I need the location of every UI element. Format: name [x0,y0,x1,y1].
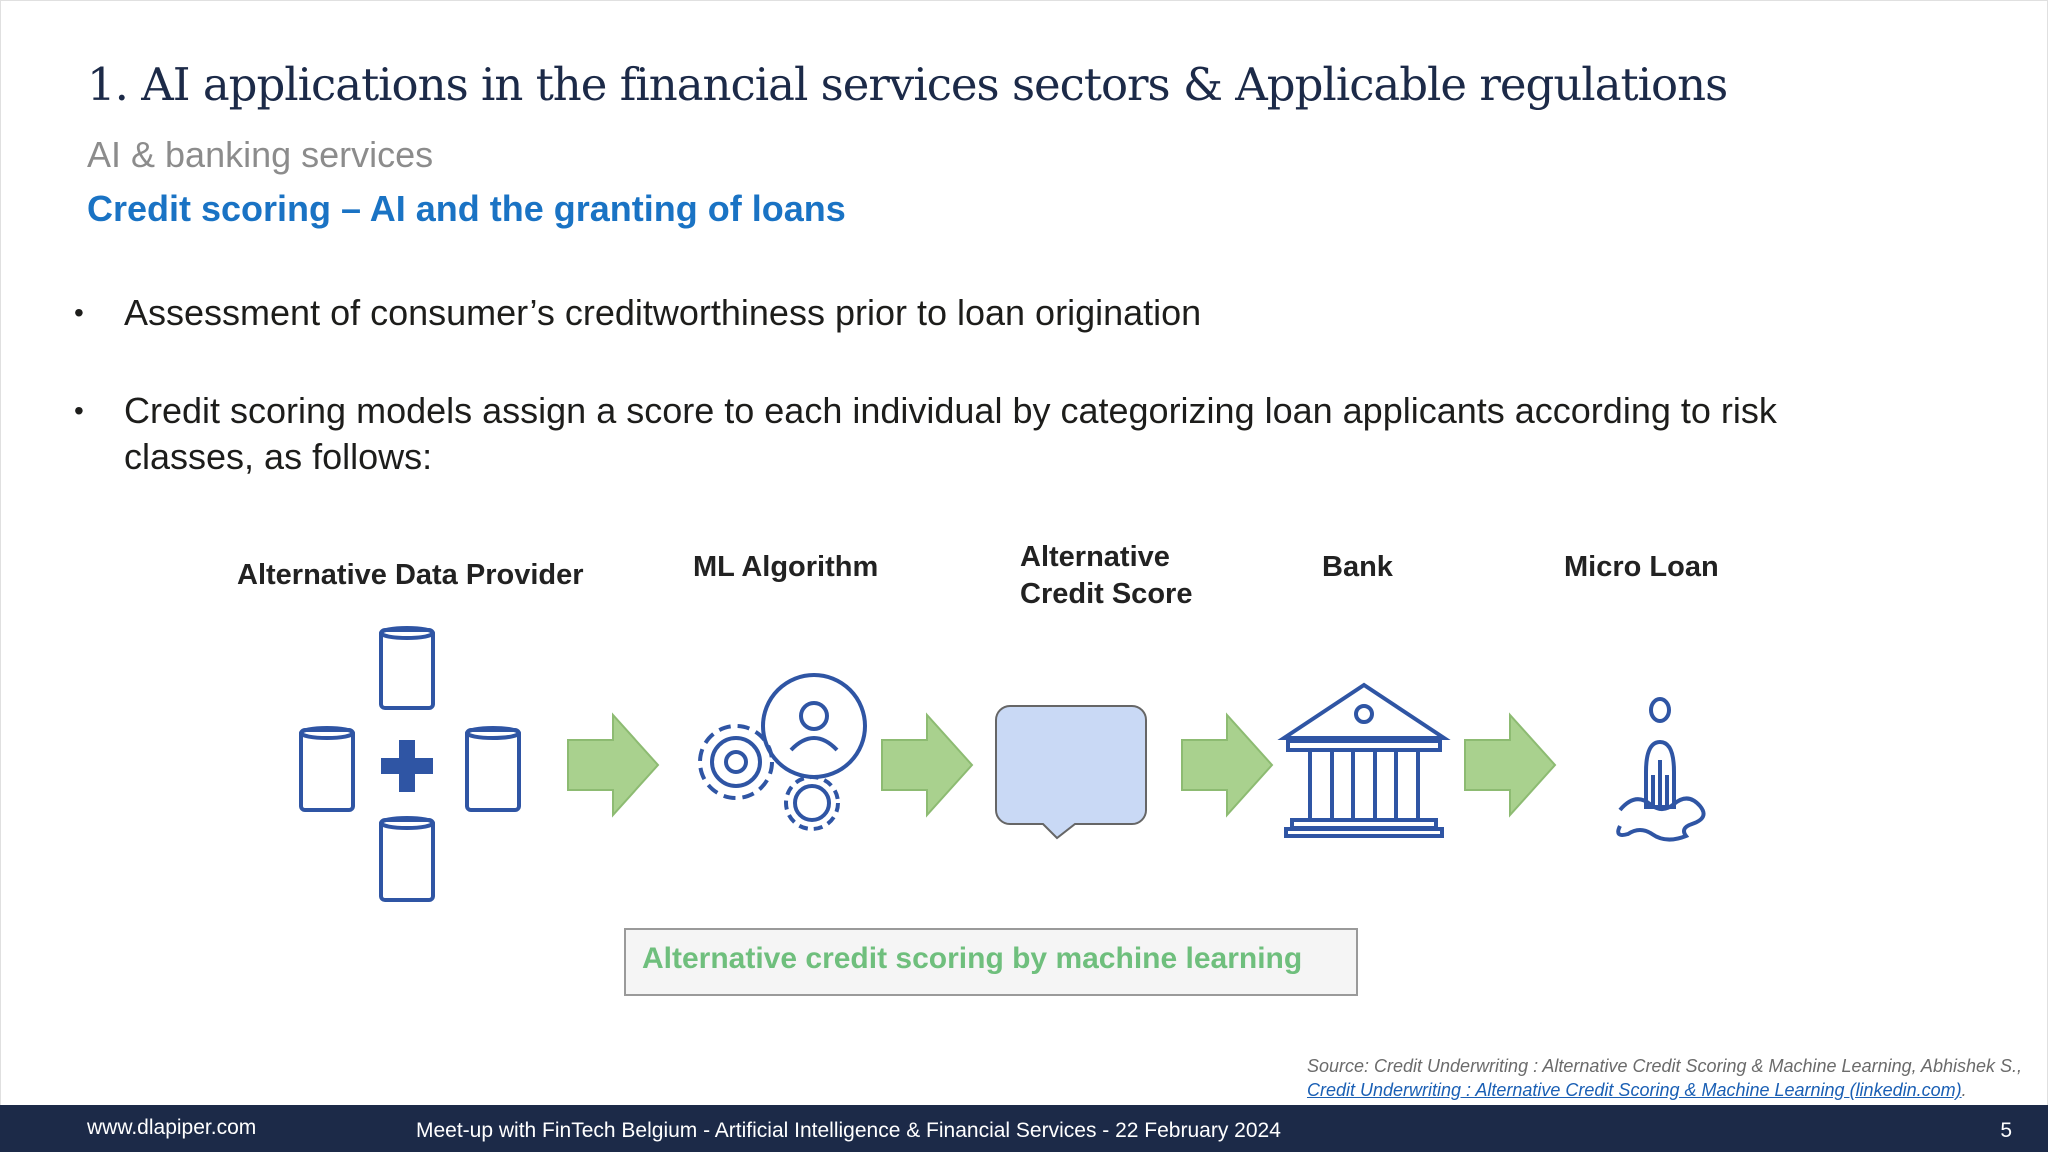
speech-bubble-icon [996,706,1146,838]
arrow-right-icon [1465,715,1555,815]
gears-user-icon [700,675,865,829]
bullet-text: Assessment of consumer’s creditworthiness prior to loan origination [124,292,1202,333]
source-text: Source: Credit Underwriting : Alternative Credit Scoring & Machine Learning, Abhishek S., [1306,1056,2022,1076]
step-label-credit-score: Alternative Credit Score [1020,541,1193,610]
diagram-caption: Alternative credit scoring by machine learning [624,928,1358,996]
slide-subtitle: AI & banking services [87,134,434,175]
arrow-right-icon [568,715,658,815]
bullet-marker: • [74,395,84,426]
source-link-line [1307,1078,2022,1102]
source-citation [1307,1054,2022,1102]
section-heading: Credit scoring – AI and the granting of loans [87,188,846,229]
footer-event-title: Meet-up with FinTech Belgium - Artificial Intelligence & Financial Services - 22 February 2024 [416,1119,1281,1142]
database-cylinder-icon [381,818,433,900]
step-label-data-provider: Alternative Data Provider [237,559,584,591]
person-money-icon [1618,699,1703,840]
source-link-suffix: . [1961,1080,1967,1100]
user-circle-icon [763,675,865,777]
bullet-text: Credit scoring models assign a score to each individual by categorizing loan applicants according to risk classes, as follows: [124,390,1777,477]
step-label-ml-algorithm: ML Algorithm [693,551,879,583]
gear-icon [700,726,772,798]
slide-title: 1. AI applications in the financial services sectors & Applicable regulations [87,58,1728,111]
bank-building-icon [1284,685,1444,836]
plus-icon [381,740,433,792]
database-cylinder-icon [467,728,519,810]
footer-website[interactable]: www.dlapiper.com [87,1116,257,1139]
bullet-marker: • [74,297,84,328]
database-cylinder-icon [301,728,353,810]
footer-bar [0,1105,2048,1152]
database-cylinder-icon [381,628,433,708]
arrow-right-icon [1182,715,1272,815]
arrow-right-icon [882,715,972,815]
step-label-micro-loan: Micro Loan [1564,551,1719,583]
gear-icon [786,777,838,829]
page-number: 5 [2000,1119,2012,1142]
step-label-bank: Bank [1322,551,1393,583]
source-link[interactable]: Credit Underwriting : Alternative Credit Scoring & Machine Learning (linkedin.com) [1306,1080,1962,1100]
